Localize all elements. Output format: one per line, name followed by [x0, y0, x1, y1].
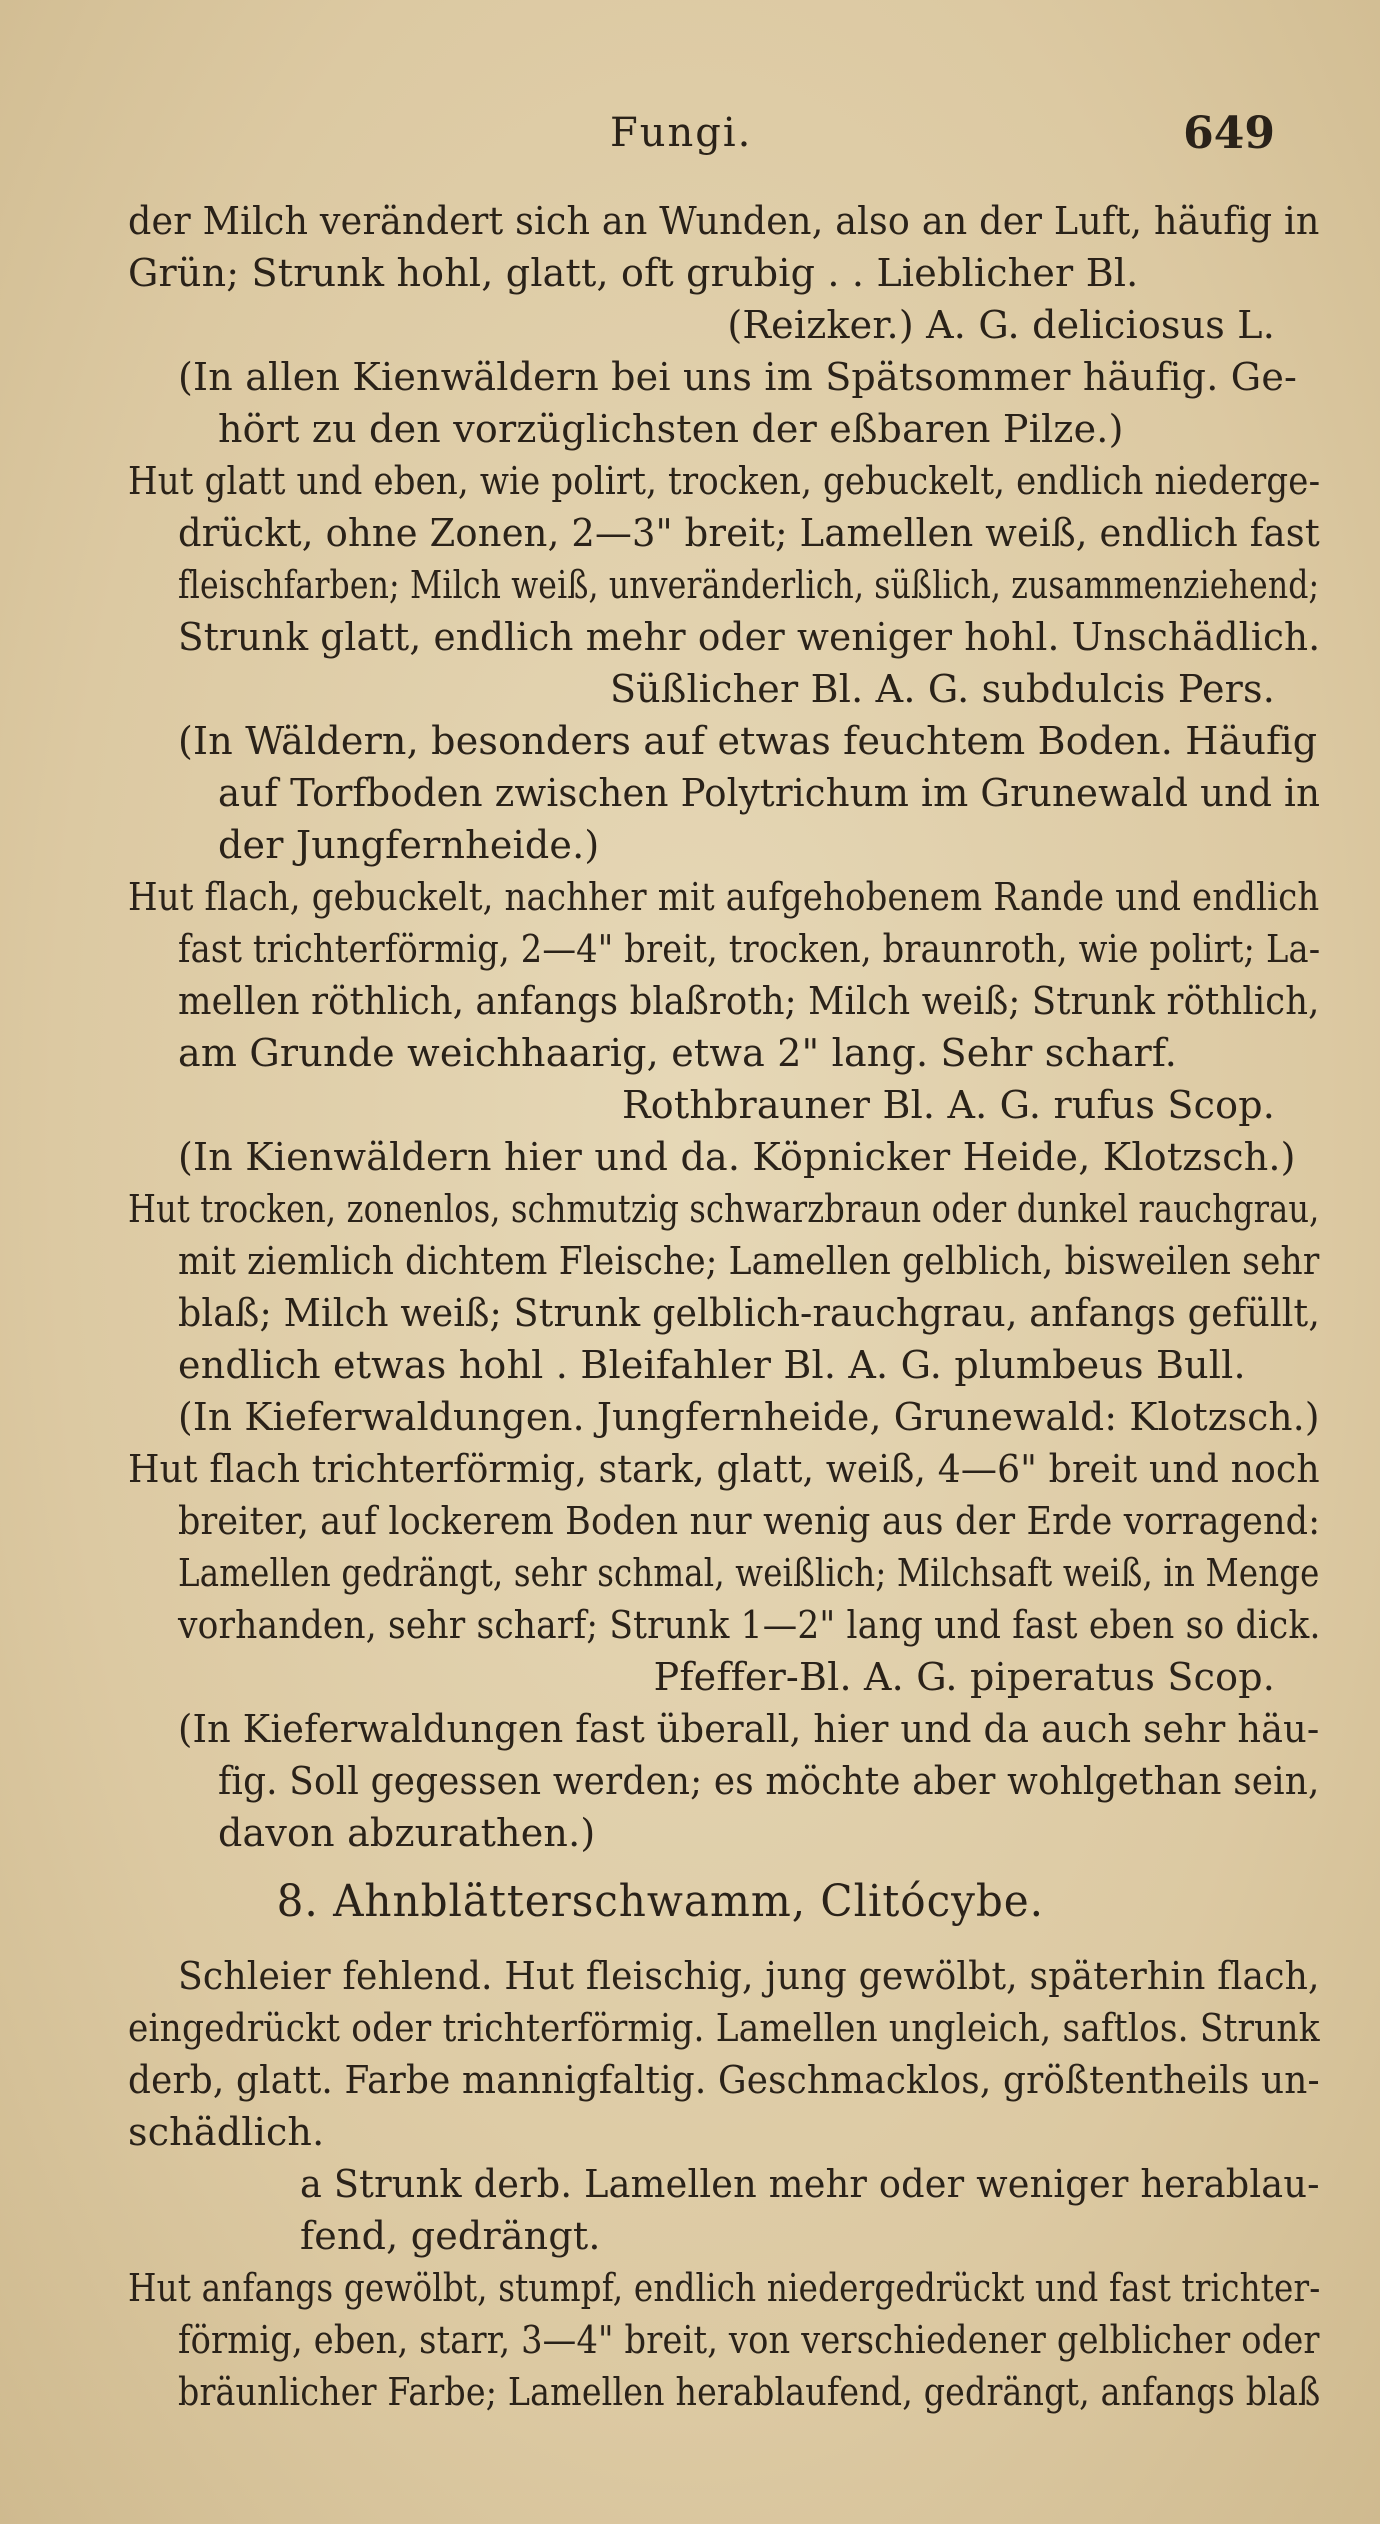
- species-name: Süßlicher Bl. A. G. subdulcis Pers.: [609, 667, 1275, 711]
- text-line: (In Wäldern, besonders auf etwas feuchtem Boden. Häufig: [178, 719, 1318, 763]
- text-line: Hut flach trichterförmig, stark, glatt, weiß, 4—6" breit und noch: [128, 1447, 1320, 1491]
- text-line: blaß; Milch weiß; Strunk gelblich-rauchgrau, anfangs gefüllt,: [178, 1291, 1321, 1335]
- text-line: bräunlicher Farbe; Lamellen herablaufend, gedrängt, anfangs blaß: [178, 2370, 1321, 2414]
- text-line: förmig, eben, starr, 3—4" breit, von verschiedener gelblicher oder: [178, 2318, 1320, 2362]
- text-line: Hut glatt und eben, wie polirt, trocken, gebuckelt, endlich niederge-: [128, 459, 1321, 503]
- text-line: der Milch verändert sich an Wunden, also an der Luft, häufig in: [128, 199, 1320, 243]
- text-line: Hut flach, gebuckelt, nachher mit aufgehobenem Rande und endlich: [128, 875, 1320, 919]
- page-header: [0, 100, 1380, 170]
- section-heading: 8. Ahnblätterschwamm, Clitócybe.: [276, 1876, 1045, 1927]
- text-line: (In allen Kienwäldern bei uns im Spätsommer häufig. Ge-: [178, 355, 1298, 399]
- text-line: (In Kieferwaldungen fast überall, hier und da auch sehr häu-: [178, 1707, 1320, 1751]
- text-line: mellen röthlich, anfangs blaßroth; Milch weiß; Strunk röthlich,: [178, 979, 1320, 1023]
- text-line: fig. Soll gegessen werden; es möchte aber wohlgethan sein,: [218, 1759, 1320, 1803]
- text-line: Hut trocken, zonenlos, schmutzig schwarzbraun oder dunkel rauchgrau,: [128, 1187, 1320, 1231]
- text-line: hört zu den vorzüglichsten der eßbaren Pilze.): [218, 407, 1124, 451]
- text-line: Strunk glatt, endlich mehr oder weniger hohl. Unschädlich.: [178, 615, 1321, 659]
- text-line: vorhanden, sehr scharf; Strunk 1—2" lang und fast eben so dick.: [178, 1603, 1321, 1647]
- text-line: a Strunk derb. Lamellen mehr oder weniger herablau-: [300, 2162, 1320, 2206]
- text-line: der Jungfernheide.): [218, 823, 600, 867]
- text-line: (In Kienwäldern hier und da. Köpnicker Heide, Klotzsch.): [178, 1135, 1296, 1179]
- running-head: Fungi.: [610, 110, 753, 156]
- text-line: auf Torfboden zwischen Polytrichum im Grunewald und in: [218, 771, 1321, 815]
- text-line: Hut anfangs gewölbt, stumpf, endlich niedergedrückt und fast trichter-: [128, 2266, 1321, 2310]
- text-line: Grün; Strunk hohl, glatt, oft grubig . . Lieblicher Bl.: [128, 251, 1139, 295]
- text-line: fast trichterförmig, 2—4" breit, trocken, braunroth, wie polirt; La-: [178, 927, 1321, 971]
- page-number: 649: [1183, 108, 1275, 159]
- text-line: endlich etwas hohl . Bleifahler Bl. A. G. plumbeus Bull.: [178, 1343, 1246, 1387]
- species-name: (Reizker.) A. G. deliciosus L.: [727, 303, 1275, 347]
- text-line: am Grunde weichhaarig, etwa 2" lang. Sehr scharf.: [178, 1031, 1178, 1075]
- text-line: schädlich.: [128, 2110, 325, 2154]
- text-line: (In Kieferwaldungen. Jungfernheide, Grunewald: Klotzsch.): [178, 1395, 1320, 1439]
- text-line: drückt, ohne Zonen, 2—3" breit; Lamellen weiß, endlich fast: [178, 511, 1320, 555]
- species-name: Pfeffer-Bl. A. G. piperatus Scop.: [653, 1655, 1275, 1699]
- text-line: Schleier fehlend. Hut fleischig, jung gewölbt, späterhin flach,: [178, 1954, 1320, 1998]
- text-line: fleischfarben; Milch weiß, unveränderlich, süßlich, zusammenziehend;: [178, 563, 1320, 607]
- text-line: fend, gedrängt.: [300, 2214, 601, 2258]
- text-line: davon abzurathen.): [218, 1811, 596, 1855]
- text-line: eingedrückt oder trichterförmig. Lamellen ungleich, saftlos. Strunk: [128, 2006, 1320, 2050]
- text-line: Lamellen gedrängt, sehr schmal, weißlich; Milchsaft weiß, in Menge: [178, 1551, 1320, 1595]
- text-line: derb, glatt. Farbe mannigfaltig. Geschmacklos, größtentheils un-: [128, 2058, 1320, 2102]
- species-name: Rothbrauner Bl. A. G. rufus Scop.: [621, 1083, 1275, 1127]
- text-line: breiter, auf lockerem Boden nur wenig aus der Erde vorragend:: [178, 1499, 1321, 1543]
- text-line: mit ziemlich dichtem Fleische; Lamellen gelblich, bisweilen sehr: [178, 1239, 1320, 1283]
